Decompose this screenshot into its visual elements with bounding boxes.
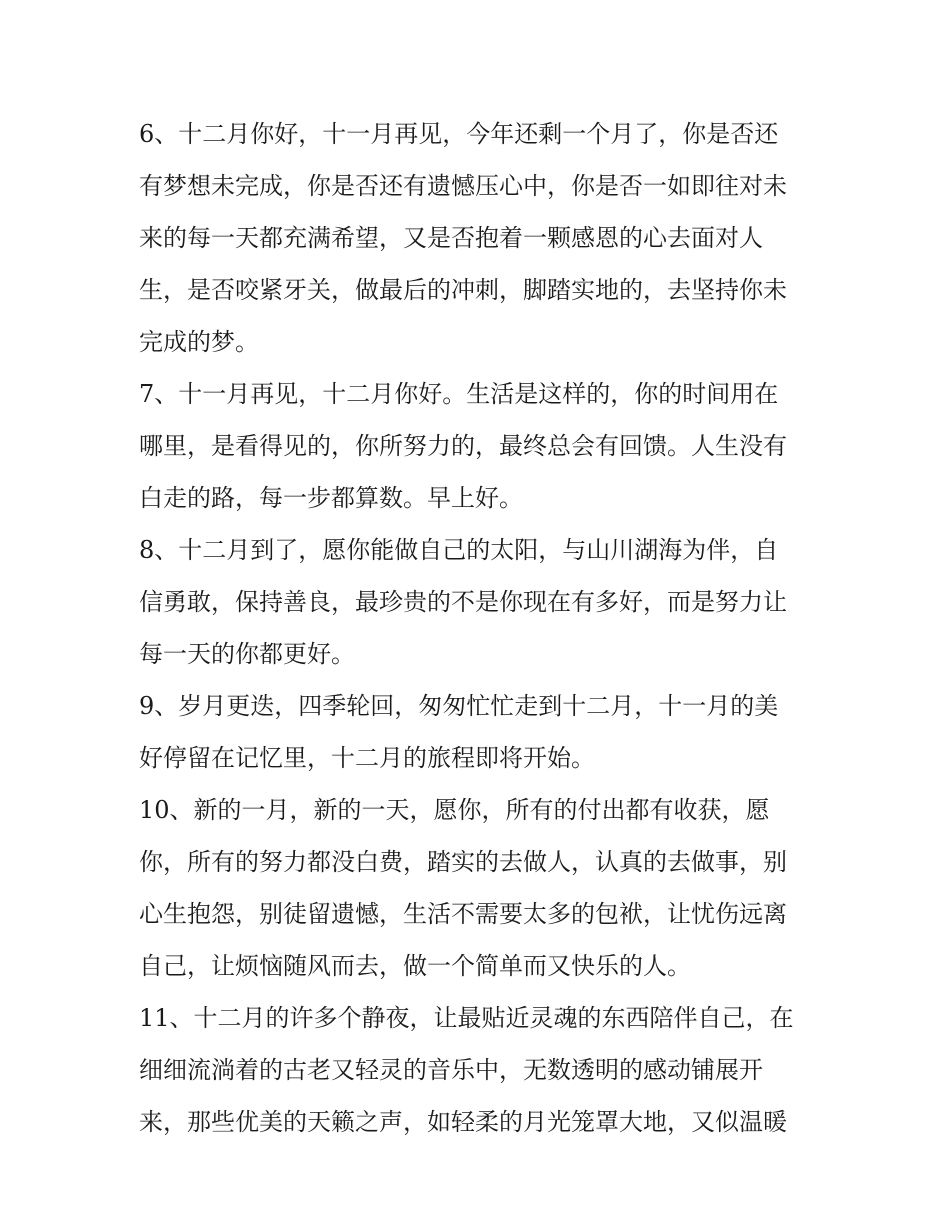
text-line: 白走的路，每一步都算数。早上好。 — [139, 484, 523, 512]
paragraph-7 — [139, 368, 814, 524]
text-line: 生，是否咬紧牙关，做最后的冲刺，脚踏实地的，去坚持你未 — [139, 276, 787, 304]
paragraph-8 — [139, 524, 814, 680]
text-line: 好停留在记忆里，十二月的旅程即将开始。 — [139, 744, 595, 772]
text-line: 自己，让烦恼随风而去，做一个简单而又快乐的人。 — [139, 952, 691, 980]
text-line: 细细流淌着的古老又轻灵的音乐中，无数透明的感动铺展开 — [139, 1056, 763, 1084]
text-line: 来的每一天都充满希望，又是否抱着一颗感恩的心去面对人 — [139, 224, 763, 252]
text-line: 10、新的一月，新的一天，愿你，所有的付出都有收获，愿 — [139, 796, 770, 824]
text-line: 哪里，是看得见的，你所努力的，最终总会有回馈。人生没有 — [139, 432, 787, 460]
text-line: 7、十一月再见，十二月你好。生活是这样的，你的时间用在 — [139, 380, 779, 408]
paragraph-10 — [139, 784, 814, 992]
text-line: 每一天的你都更好。 — [139, 640, 355, 668]
document-body — [139, 108, 814, 1148]
paragraph-9 — [139, 680, 814, 784]
text-line: 心生抱怨，别徒留遗憾，生活不需要太多的包袱，让忧伤远离 — [139, 900, 787, 928]
text-line: 有梦想未完成，你是否还有遗憾压心中，你是否一如即往对未 — [139, 172, 787, 200]
paragraph-11 — [139, 992, 814, 1148]
text-line: 6、十二月你好，十一月再见，今年还剩一个月了，你是否还 — [139, 120, 779, 148]
text-line: 8、十二月到了，愿你能做自己的太阳，与山川湖海为伴，自 — [139, 536, 779, 564]
text-line: 9、岁月更迭，四季轮回，匆匆忙忙走到十二月，十一月的美 — [139, 692, 779, 720]
text-line: 11、十二月的许多个静夜，让最贴近灵魂的东西陪伴自己，在 — [139, 1004, 794, 1032]
paragraph-6 — [139, 108, 814, 368]
text-line: 你，所有的努力都没白费，踏实的去做人，认真的去做事，别 — [139, 848, 787, 876]
text-line: 来，那些优美的天籁之声，如轻柔的月光笼罩大地，又似温暖 — [139, 1108, 787, 1136]
text-line: 信勇敢，保持善良，最珍贵的不是你现在有多好，而是努力让 — [139, 588, 787, 616]
text-line: 完成的梦。 — [139, 328, 259, 356]
